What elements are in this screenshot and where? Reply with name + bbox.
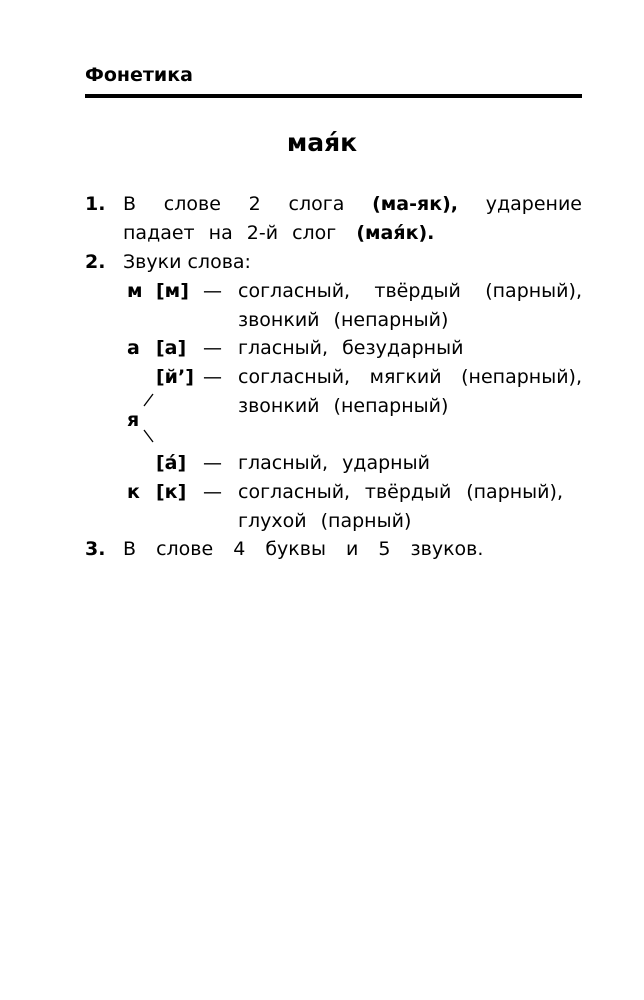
item-1-line-2 bbox=[123, 222, 434, 244]
item-3-text: В слове 4 буквы и 5 звуков. bbox=[123, 538, 484, 560]
word: согласный, bbox=[238, 366, 351, 388]
word: В bbox=[123, 193, 137, 215]
stressed-word: (мая́к). bbox=[356, 222, 435, 244]
word: (непарный), bbox=[461, 366, 582, 388]
sound-k: [к] bbox=[156, 481, 187, 503]
syllable-split: (ма-як), bbox=[372, 193, 459, 215]
item-1-text: падает на 2-й слог bbox=[123, 222, 337, 244]
sound-k-desc-1 bbox=[238, 481, 563, 503]
sound-m-desc-2: звонкий (непарный) bbox=[238, 309, 449, 331]
word: твёрдый bbox=[374, 280, 461, 302]
letter-a: а bbox=[127, 337, 140, 359]
sound-m: [м] bbox=[156, 280, 189, 302]
sound-a-stressed: [а́] bbox=[156, 452, 187, 474]
letter-m: м bbox=[127, 280, 143, 302]
sound-j: [й’] bbox=[156, 366, 194, 388]
item-1-number: 1. bbox=[85, 193, 106, 215]
sound-a-desc: гласный, безударный bbox=[238, 337, 464, 359]
dash: — bbox=[203, 452, 222, 474]
sound-j-desc-1 bbox=[238, 366, 582, 388]
word: (парный), bbox=[485, 280, 582, 302]
section-title: Фонетика bbox=[85, 64, 193, 86]
dash: — bbox=[203, 481, 222, 503]
branch-lines bbox=[140, 392, 156, 444]
dash: — bbox=[203, 337, 222, 359]
dash: — bbox=[203, 280, 222, 302]
word: согласный, bbox=[238, 280, 351, 302]
sound-a: [а] bbox=[156, 337, 187, 359]
header-rule bbox=[85, 94, 582, 98]
word: согласный, bbox=[238, 481, 351, 503]
letter-ya: я bbox=[127, 409, 140, 431]
item-2-text: Звуки слова: bbox=[123, 251, 251, 273]
word: 2 bbox=[248, 193, 261, 215]
word: слове bbox=[163, 193, 221, 215]
word: твёрдый bbox=[364, 481, 452, 503]
letter-k: к bbox=[127, 481, 140, 503]
item-1-line-1 bbox=[123, 193, 582, 215]
word: мягкий bbox=[369, 366, 442, 388]
word: ударение bbox=[485, 193, 582, 215]
word: слога bbox=[288, 193, 345, 215]
sound-j-desc-2: звонкий (непарный) bbox=[238, 395, 449, 417]
sound-m-desc-1 bbox=[238, 280, 582, 302]
item-2-number: 2. bbox=[85, 251, 106, 273]
item-3-number: 3. bbox=[85, 538, 106, 560]
word-title: мая́к bbox=[286, 128, 358, 157]
word: (парный), bbox=[466, 481, 563, 503]
sound-a-stressed-desc: гласный, ударный bbox=[238, 452, 430, 474]
dash: — bbox=[203, 366, 222, 388]
sound-k-desc-2: глухой (парный) bbox=[238, 510, 412, 532]
